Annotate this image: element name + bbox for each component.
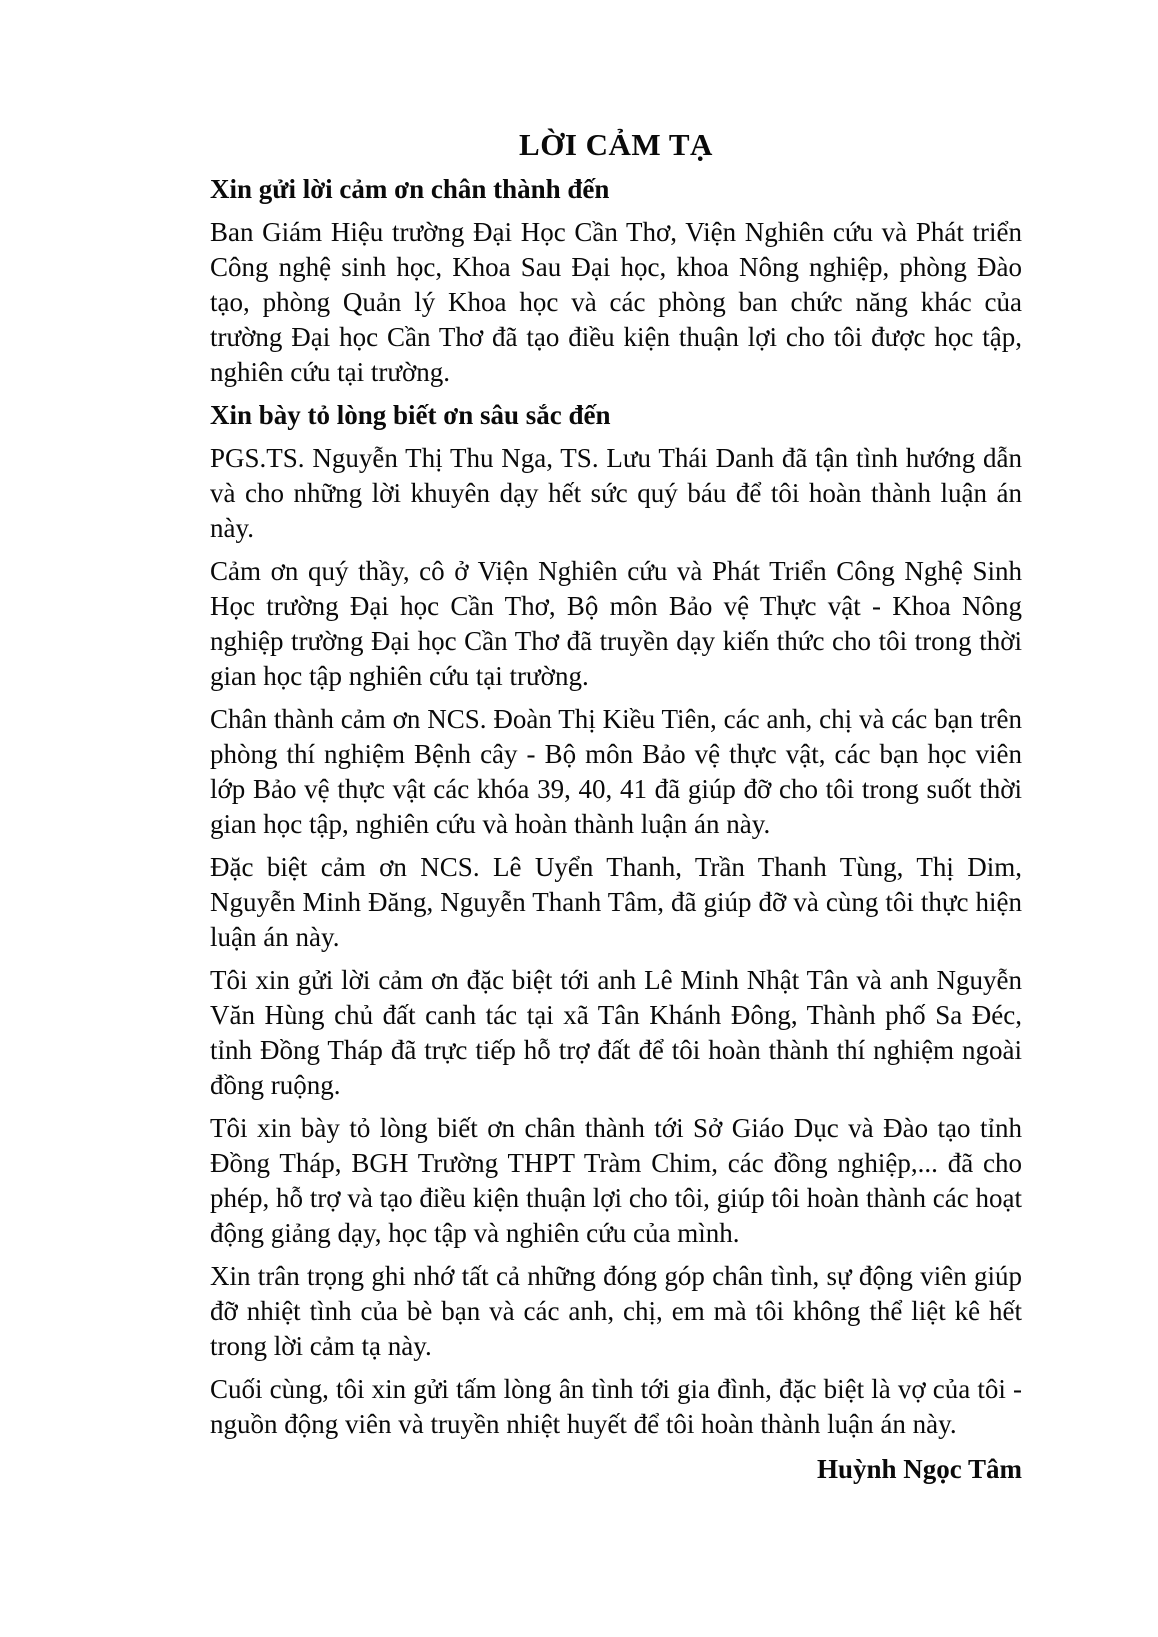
page-title: LỜI CẢM TẠ bbox=[519, 127, 713, 162]
body-paragraph: Tôi xin gửi lời cảm ơn đặc biệt tới anh Lê Minh Nhật Tân và anh Nguyễn Văn Hùng chủ đất canh tác tại xã Tân Khánh Đông, Thành phố Sa Đéc, tỉnh Đồng Tháp đã trực tiếp hỗ trợ đất để tôi hoàn thành thí nghiệm ngoài đồng ruộng. bbox=[210, 965, 1022, 1100]
body-paragraph: Cảm ơn quý thầy, cô ở Viện Nghiên cứu và Phát Triển Công Nghệ Sinh Học trường Đại học Cần Thơ, Bộ môn Bảo vệ Thực vật - Khoa Nông nghiệp trường Đại học Cần Thơ đã truyền dạy kiến thức cho tôi trong thời gian học tập nghiên cứu tại trường. bbox=[210, 556, 1022, 691]
body-paragraph: Xin trân trọng ghi nhớ tất cả những đóng góp chân tình, sự động viên giúp đỡ nhiệt tình của bè bạn và các anh, chị, em mà tôi không thể liệt kê hết trong lời cảm tạ này. bbox=[210, 1261, 1022, 1361]
author-signature: Huỳnh Ngọc Tâm bbox=[816, 1454, 1022, 1484]
section-heading: Xin gửi lời cảm ơn chân thành đến bbox=[210, 174, 610, 204]
section-heading: Xin bày tỏ lòng biết ơn sâu sắc đến bbox=[210, 400, 611, 430]
body-paragraph: Tôi xin bày tỏ lòng biết ơn chân thành tới Sở Giáo Dục và Đào tạo tỉnh Đồng Tháp, BGH Trường THPT Tràm Chim, các đồng nghiệp,... đã cho phép, hỗ trợ và tạo điều kiện thuận lợi cho tôi, giúp tôi hoàn thành các hoạt động giảng dạy, học tập và nghiên cứu của mình. bbox=[210, 1113, 1022, 1248]
body-paragraph: Ban Giám Hiệu trường Đại Học Cần Thơ, Viện Nghiên cứu và Phát triển Công nghệ sinh học, Khoa Sau Đại học, khoa Nông nghiệp, phòng Đào tạo, phòng Quản lý Khoa học và các phòng ban chức năng khác của trường Đại học Cần Thơ đã tạo điều kiện thuận lợi cho tôi được học tập, nghiên cứu tại trường. bbox=[210, 217, 1022, 387]
body-paragraph: Cuối cùng, tôi xin gửi tấm lòng ân tình tới gia đình, đặc biệt là vợ của tôi - nguồn động viên và truyền nhiệt huyết để tôi hoàn thành luận án này. bbox=[210, 1374, 1022, 1439]
body-paragraph: Chân thành cảm ơn NCS. Đoàn Thị Kiều Tiên, các anh, chị và các bạn trên phòng thí nghiệm Bệnh cây - Bộ môn Bảo vệ thực vật, các bạn học viên lớp Bảo vệ thực vật các khóa 39, 40, 41 đã giúp đỡ cho tôi trong suốt thời gian học tập, nghiên cứu và hoàn thành luận án này. bbox=[210, 704, 1022, 839]
document-page bbox=[210, 126, 1022, 1487]
body-paragraph: Đặc biệt cảm ơn NCS. Lê Uyển Thanh, Trần Thanh Tùng, Thị Dim, Nguyễn Minh Đăng, Nguyễn Thanh Tâm, đã giúp đỡ và cùng tôi thực hiện luận án này. bbox=[210, 852, 1022, 952]
body-paragraph: PGS.TS. Nguyễn Thị Thu Nga, TS. Lưu Thái Danh đã tận tình hướng dẫn và cho những lời khuyên dạy hết sức quý báu để tôi hoàn thành luận án này. bbox=[210, 443, 1022, 543]
